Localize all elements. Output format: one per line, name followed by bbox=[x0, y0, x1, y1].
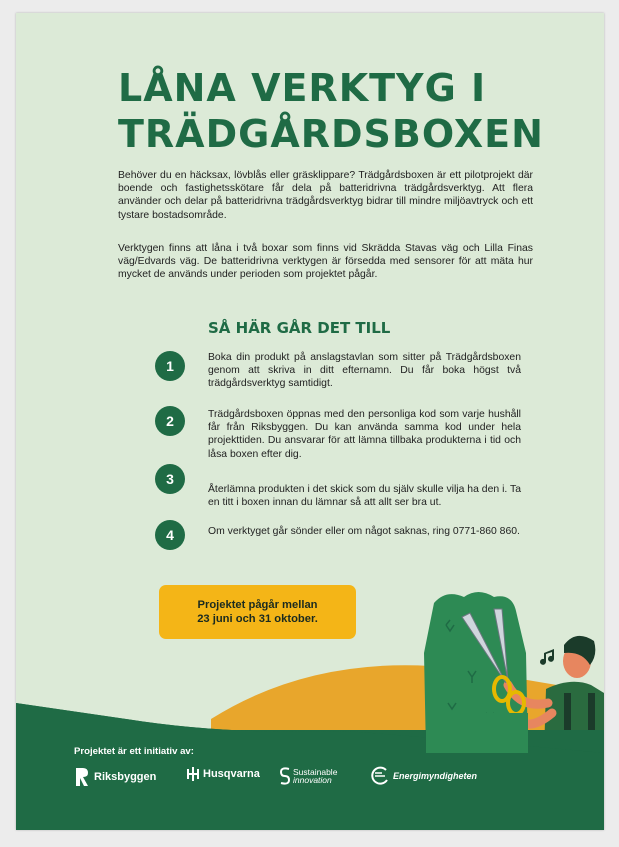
step-2-text: Trädgårdsboxen öppnas med den personliga kod som varje hushåll får från Riksbyggen. Du kan använda samma kod under hela projekttiden. Du ansvarar för att lämna tillbaka produkterna i tid och låsa boxen efter dig. bbox=[208, 409, 521, 460]
husqvarna-logo: Husqvarna bbox=[186, 766, 260, 782]
step-2-number: 2 bbox=[155, 406, 185, 436]
initiative-label: Projektet är ett initiativ av: bbox=[74, 746, 194, 757]
step-3-text: Återlämna produkten i det skick som du själv skulle vilja ha den i. Ta en titt i boxen innan du lämnar så att allt ser bra ut. bbox=[208, 484, 521, 509]
page-title: LÅNA VERKTYG I TRÄDGÅRDSBOXEN bbox=[118, 66, 544, 156]
riksbyggen-logo: Riksbyggen bbox=[74, 766, 156, 788]
intro-paragraph-2: Verktygen finns att låna i två boxar som finns vid Skrädda Stavas väg och Lilla Finas väg/Edvards väg. De batteridrivna verktygen är försedda med sensorer för att mäta hur mycket de används under perioden som projektet pågår. bbox=[118, 243, 533, 281]
poster-page bbox=[16, 13, 604, 830]
project-period-line-2: 23 juni och 31 oktober. bbox=[197, 613, 318, 625]
music-note-icon bbox=[540, 649, 554, 665]
riksbyggen-icon bbox=[74, 766, 90, 788]
how-it-works-heading: SÅ HÄR GÅR DET TILL bbox=[208, 319, 391, 337]
step-4-number: 4 bbox=[155, 520, 185, 550]
step-3-number: 3 bbox=[155, 464, 185, 494]
step-4-text: Om verktyget går sönder eller om något saknas, ring 0771-860 860. bbox=[208, 526, 520, 537]
husqvarna-icon bbox=[186, 766, 200, 782]
energimyndigheten-icon bbox=[370, 766, 390, 786]
garden-illustration bbox=[16, 13, 604, 830]
step-1-number: 1 bbox=[155, 351, 185, 381]
sustainable-innovation-logo: Sustainable innovation bbox=[279, 766, 337, 786]
energimyndigheten-logo: Energimyndigheten bbox=[370, 766, 477, 786]
step-1-text: Boka din produkt på anslagstavlan som sitter på Trädgårdsboxen genom att skriva in ditt efternamn. Du får boka högst två trädgårdsverktyg samtidigt. bbox=[208, 352, 521, 390]
sustainable-innovation-icon bbox=[279, 766, 291, 786]
intro-paragraph-1: Behöver du en häcksax, lövblås eller gräsklippare? Trädgårdsboxen är ett pilotprojekt där boende och fastighetsskötare får dela på batteridrivna trädgårdsverktyg. Att flera använder och delar på batteridrivna trädgårdsverktyg bidrar till mindre miljöavtryck och ett tystare bostadsområde. bbox=[118, 170, 533, 221]
project-period-line-1: Projektet pågår mellan bbox=[197, 599, 318, 611]
